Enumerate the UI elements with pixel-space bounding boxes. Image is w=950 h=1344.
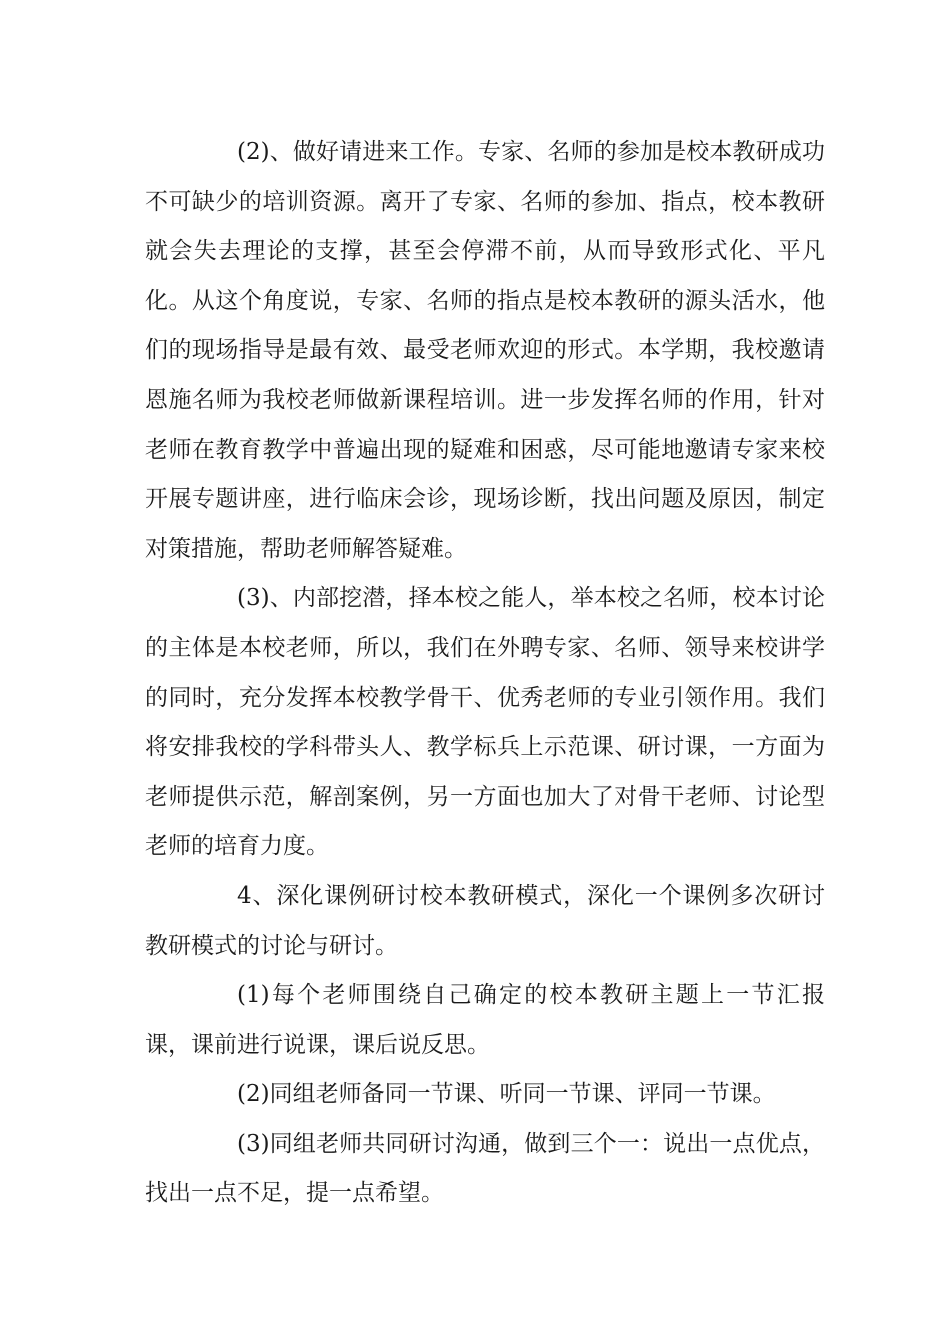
- paragraph-internal-potential: (3)、内部挖潜，择本校之能人，举本校之名师，校本讨论的主体是本校老师，所以，我们在外聘专家、名师、领导来校讲学的同时，充分发挥本校教学骨干、优秀老师的专业引领作用。我们将安排我校的学科带头人、教学标兵上示范课、研讨课，一方面为老师提供示范，解剖案例，另一方面也加大了对骨干老师、讨论型老师的培育力度。: [145, 585, 825, 860]
- paragraph-invite-experts: (2)、做好请进来工作。专家、名师的参加是校本教研成功不可缺少的培训资源。离开了专家、名师的参加、指点，校本教研就会失去理论的支撑，甚至会停滞不前，从而导致形式化、平凡化。从这个角度说，专家、名师的指点是校本教研的源头活水，他们的现场指导是最有效、最受老师欢迎的形式。本学期，我校邀请恩施名师为我校老师做新课程培训。进一步发挥名师的作用，针对老师在教育教学中普遍出现的疑难和困惑，尽可能地邀请专家来校开展专题讲座，进行临床会诊，现场诊断，找出问题及原因，制定对策措施，帮助老师解答疑难。: [145, 139, 825, 562]
- paragraph-three-ones: (3)同组老师共同研讨沟通，做到三个一：说出一点优点，找出一点不足，提一点希望。: [145, 1130, 825, 1207]
- paragraph-same-lesson: (2)同组老师备同一节课、听同一节课、评同一节课。: [237, 1081, 776, 1108]
- paragraph-report-lesson: (1)每个老师围绕自己确定的校本教研主题上一节汇报 课，课前进行说课，课后说反思。: [145, 982, 848, 1058]
- paragraph-lesson-study-mode: 4、深化课例研讨校本教研模式，深化一个课例多次研讨教研模式的讨论与研讨。: [145, 882, 825, 959]
- document-body: [145, 128, 848, 1219]
